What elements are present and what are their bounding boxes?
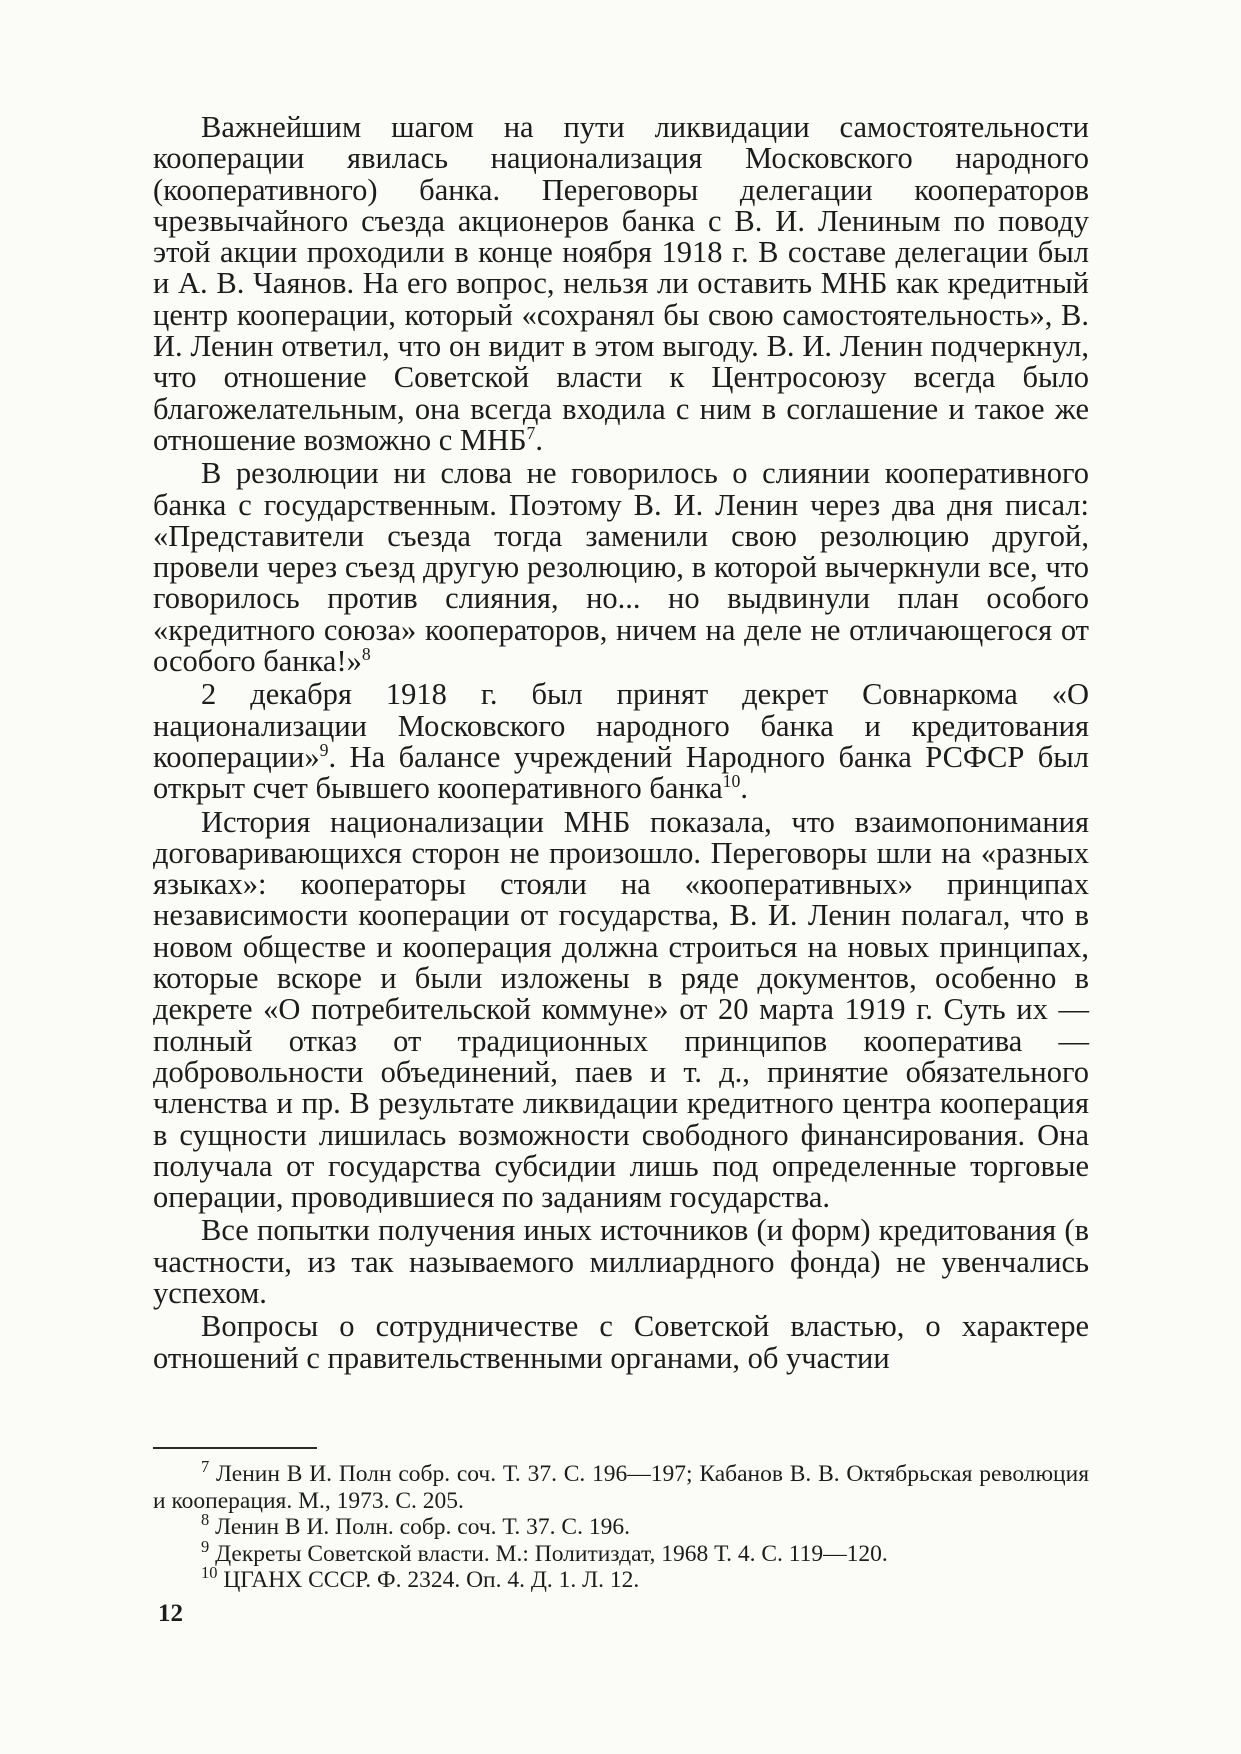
paragraph-text: Вопросы о сотрудничестве с Советской властью, о характере отношений с правительственными органами, об участии	[153, 1309, 1089, 1375]
paragraph-text: Важнейшим шагом на пути ликвидации самостоятельности кооперации явилась национализация Московского народного (кооперативного) банка. Переговоры делегации кооператоров чрезвычайного съезда акционеров банка с В. И. Лениным по поводу этой акции проходили в конце ноября 1918 г. В составе делегации был и А. В. Чаянов. На его вопрос, нельзя ли оставить МНБ как кредитный центр кооперации, который «сохранял бы свою самостоятельность», В. И. Ленин ответил, что он видит в этом выгоду. В. И. Ленин подчеркнул, что отношение Советской власти к Центросоюзу всегда было благожелательным, она всегда входила с ним в соглашение и такое же отношение возможно с МНБ	[153, 110, 1089, 457]
paragraph-text: Все попытки получения иных источников (и форм) кредитования (в частности, из так называемого миллиардного фонда) не увенчались успехом.	[153, 1213, 1089, 1310]
paragraph-text: История национализации МНБ показала, что взаимопонимания договаривающихся сторон не произошло. Переговоры шли на «разных языках»: кооператоры стояли на «кооперативных» принципах независимости кооперации от государства, В. И. Ленин полагал, что в новом обществе и кооперация должна строиться на новых принципах, которые вскоре и были изложены в ряде документов, особенно в декрете «О потребительской коммуне» от 20 марта 1919 г. Суть их — полный отказ от традиционных принципов кооператива — добровольности объединений, паев и т. д., принятие обязательного членства и пр. В результате ликвидации кредитного центра кооперация в сущности лишилась возможности свободного финансирования. Она получала от государства субсидии лишь под определенные торговые операции, проводившиеся по заданиям государства.	[153, 804, 1089, 1215]
footnote-7	[153, 1457, 1090, 1514]
paragraph-4	[153, 804, 1089, 1215]
paragraph-5	[153, 1215, 1089, 1309]
paragraph-tail: .	[535, 422, 543, 457]
footnote-text: Ленин В И. Полн. собр. соч. Т. 37. С. 196.	[215, 1514, 630, 1540]
footnote-ref: 7	[526, 422, 536, 443]
main-text	[153, 112, 1089, 1374]
paragraph-tail: .	[740, 771, 748, 806]
footnote-mark: 9	[201, 1536, 210, 1556]
footnote-text: Ленин В И. Полн собр. соч. Т. 37. С. 196—197; Кабанов В. В. Октябрьская революция и кооперация. М., 1973. С. 205.	[153, 1461, 1090, 1514]
footnote-ref: 8	[361, 643, 371, 664]
footnote-mark: 7	[201, 1457, 210, 1477]
footnote-8	[153, 1510, 1089, 1541]
page-number: 12	[158, 1600, 183, 1627]
paragraph-6	[153, 1311, 1089, 1374]
footnote-ref: 9	[319, 739, 329, 760]
paragraph-1	[153, 112, 1089, 456]
paragraph-text: 2 декабря 1918 г. был принят декрет Совнаркома «О национализации Московского народного банка и кредитования кооперации»	[153, 677, 1089, 774]
footnote-text: ЦГАНХ СССР. Ф. 2324. Оп. 4. Д. 1. Л. 12.	[223, 1567, 640, 1593]
footnotes	[153, 1457, 1090, 1594]
paragraph-2	[153, 458, 1089, 677]
footnote-separator	[153, 1447, 317, 1449]
footnote-text: Декреты Советской власти. М.: Политиздат, 1968 Т. 4. С. 119—120.	[215, 1540, 888, 1567]
paragraph-3	[153, 679, 1089, 804]
footnote-9	[153, 1536, 1089, 1568]
paragraph-tail: . На балансе учреждений Народного банка РСФСР был открыт счет бывшего кооперативного банка	[153, 739, 1089, 806]
footnote-mark: 10	[201, 1563, 218, 1583]
footnote-ref: 10	[722, 771, 741, 792]
footnote-10	[153, 1563, 1089, 1594]
paragraph-text: В резолюции ни слова не говорилось о слиянии кооперативного банка с государственным. Поэтому В. И. Ленин через два дня писал: «Представители съезда тогда заменили свою резолюцию другой, провели через съезд другую резолюцию, в которой вычеркнули все, что говорилось против слияния, но... но выдвинули план особого «кредитного союза» кооператоров, ничем на деле не отличающегося от особого банка!»	[153, 456, 1089, 679]
footnote-mark: 8	[201, 1510, 210, 1530]
